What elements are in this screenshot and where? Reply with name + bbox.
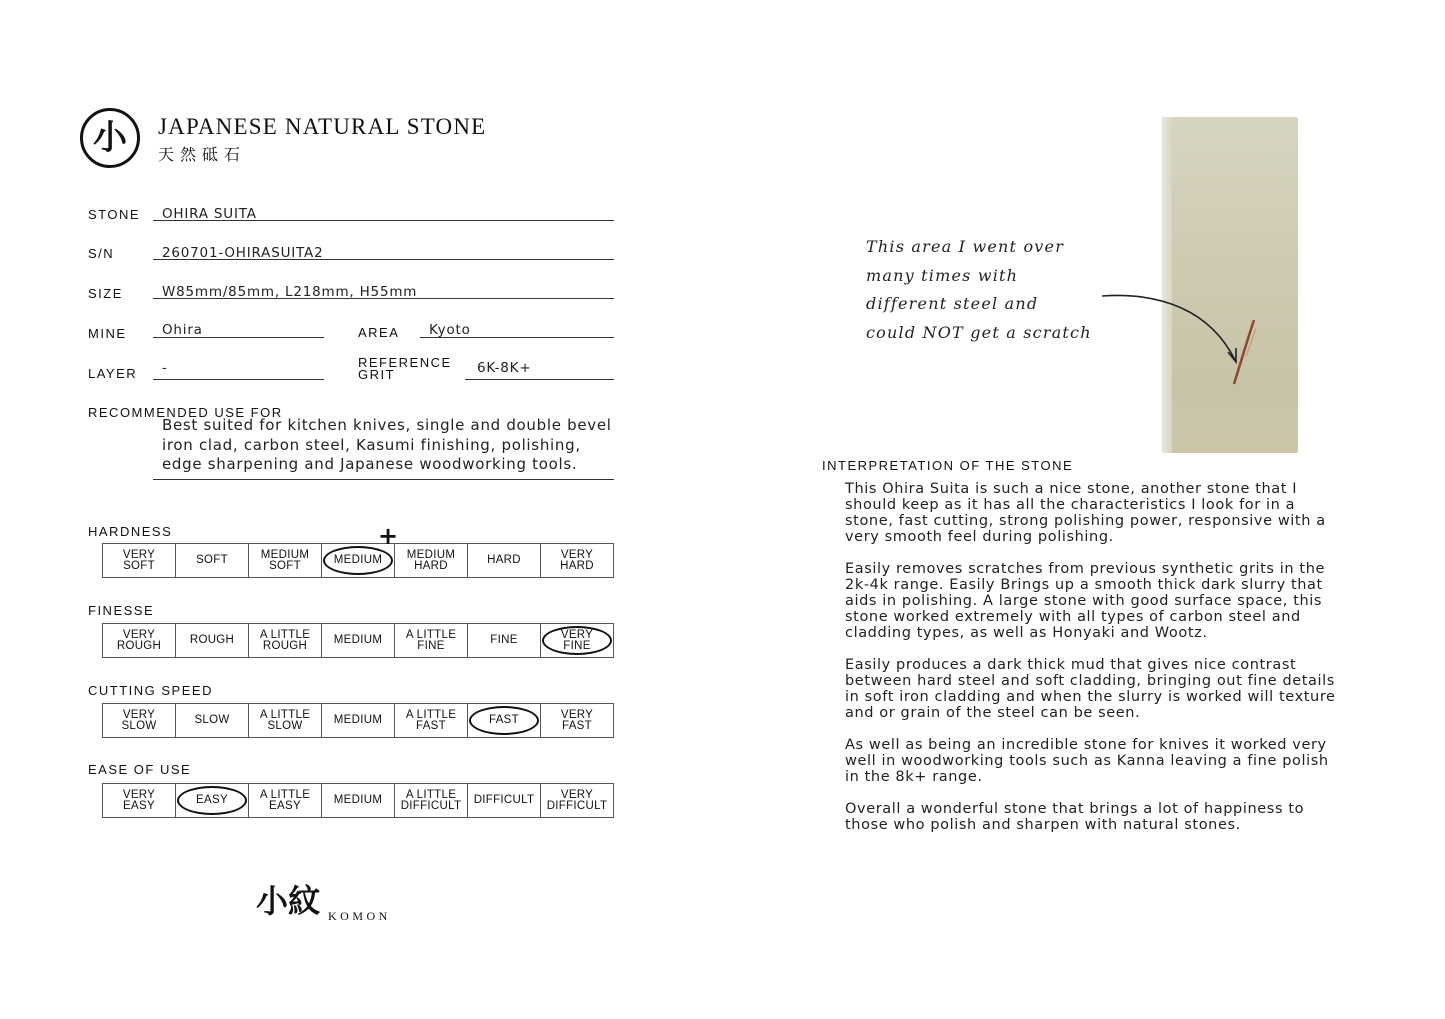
- finesse-title: FINESSE: [88, 603, 155, 618]
- rating-option: VERY ROUGH: [103, 624, 176, 657]
- size-value: W85mm/85mm, L218mm, H55mm: [162, 284, 418, 300]
- ease-of-use-table: [102, 783, 614, 818]
- rating-option: VERY HARD: [560, 549, 594, 572]
- interpretation-paragraph: This Ohira Suita is such a nice stone, another stone that I should keep as it has all the characteristics I look for in a stone, fast cutting, strong polishing power, responsive with a very smooth feel during polishing.: [845, 481, 1326, 545]
- grit-label: REFERENCE GRIT: [358, 355, 452, 382]
- rating-option: SOFT: [176, 544, 249, 577]
- grit-value: 6K-8K+: [477, 360, 532, 376]
- rating-option: A LITTLE FAST: [395, 704, 468, 737]
- sn-value: 260701-OHIRASUITA2: [162, 245, 324, 261]
- interpretation-paragraph: Easily removes scratches from previous synthetic grits in the 2k-4k range. Easily Brings up a smooth thick dark slurry that aids in polishing. A large stone with good surface space, this stone worked extremely with all types of carbon steel and cladding types, as well as Honyaki and Wootz.: [845, 561, 1326, 641]
- rating-option: A LITTLE FINE: [395, 624, 468, 657]
- recommended-text: Best suited for kitchen knives, single and double bevel iron clad, carbon steel, Kasumi finishing, polishing, edge sharpening and Japanese woodworking tools.: [162, 416, 612, 473]
- grit-line: [465, 379, 614, 380]
- area-line: [420, 337, 614, 338]
- rating-option: A LITTLE SLOW: [249, 704, 322, 737]
- rating-option: ROUGH: [176, 624, 249, 657]
- handwritten-note: This area I went over many times with different steel and could NOT get a scratch: [866, 237, 1092, 342]
- size-label: SIZE: [88, 286, 123, 301]
- interpretation-paragraph: As well as being an incredible stone for knives it worked very well in woodworking tools such as Kanna leaving a fine polish in the 8k+ range.: [845, 737, 1329, 785]
- rating-option: MEDIUM: [322, 704, 395, 737]
- mine-label: MINE: [88, 326, 127, 341]
- recommended-line: [153, 479, 614, 480]
- rating-option-selected: MEDIUM: [322, 544, 395, 577]
- rating-option: DIFFICULT: [468, 784, 541, 817]
- layer-value: -: [162, 360, 168, 376]
- rating-option: VERY EASY: [103, 784, 176, 817]
- rating-option: MEDIUM: [322, 624, 395, 657]
- sn-line: [153, 259, 614, 260]
- rating-option: MEDIUM HARD: [395, 544, 468, 577]
- mine-line: [153, 337, 324, 338]
- interpretation-paragraph: Overall a wonderful stone that brings a lot of happiness to those who polish and sharpen with natural stones.: [845, 801, 1305, 833]
- layer-line: [153, 379, 324, 380]
- rating-option: A LITTLE DIFFICULT: [395, 784, 468, 817]
- hardness-table: [102, 543, 614, 578]
- brand-logo: [80, 108, 140, 168]
- stone-line: [153, 220, 614, 221]
- rating-option-selected: EASY: [176, 784, 249, 817]
- page-title: JAPANESE NATURAL STONE: [158, 114, 487, 139]
- rating-option: MEDIUM SOFT: [249, 544, 322, 577]
- rating-option: VERY DIFFICULT: [546, 789, 608, 812]
- rating-option: VERY SOFT: [103, 544, 176, 577]
- finesse-table: [102, 623, 614, 658]
- logo-glyph: 小: [93, 118, 127, 158]
- hardness-title: HARDNESS: [88, 524, 173, 539]
- stone-photo: [1162, 117, 1298, 453]
- area-label: AREA: [358, 325, 400, 340]
- sn-label: S/N: [88, 246, 115, 261]
- rating-option-selected: VERY FINE: [541, 624, 613, 657]
- stone-label: STONE: [88, 207, 141, 222]
- rating-option: A LITTLE EASY: [249, 784, 322, 817]
- stone-value: OHIRA SUITA: [162, 206, 257, 222]
- komon-logo-jp: 小紋: [256, 882, 321, 920]
- recommended-label: RECOMMENDED USE FOR: [88, 405, 283, 420]
- komon-logo-en: KOMON: [328, 909, 391, 923]
- interpretation-paragraph: Easily produces a dark thick mud that gives nice contrast between hard steel and soft cladding, bringing out fine details in soft iron cladding and when the slurry is worked will texture and or grain of the steel can be seen.: [845, 657, 1336, 721]
- ease-of-use-title: EASE OF USE: [88, 762, 192, 777]
- rating-option-selected: FAST: [468, 704, 541, 737]
- cutting-speed-table: [102, 703, 614, 738]
- rating-option: MEDIUM: [322, 784, 395, 817]
- size-line: [153, 298, 614, 299]
- rating-option: SLOW: [176, 704, 249, 737]
- rating-option: VERY FAST: [560, 709, 594, 732]
- rating-option: FINE: [468, 624, 541, 657]
- plus-mark: +: [378, 522, 399, 550]
- cutting-speed-title: CUTTING SPEED: [88, 683, 213, 698]
- stone-photo-edge: [1162, 117, 1172, 453]
- interpretation-title: INTERPRETATION OF THE STONE: [822, 458, 1074, 473]
- page-subtitle: 天然砥石: [158, 145, 247, 164]
- mine-value: Ohira: [162, 322, 203, 338]
- layer-label: LAYER: [88, 366, 138, 381]
- arrow-icon: [1100, 290, 1245, 370]
- area-value: Kyoto: [429, 322, 471, 338]
- rating-option: HARD: [468, 544, 541, 577]
- rating-option: A LITTLE ROUGH: [249, 624, 322, 657]
- interpretation-body: [845, 481, 1345, 849]
- rating-option: VERY SLOW: [103, 704, 176, 737]
